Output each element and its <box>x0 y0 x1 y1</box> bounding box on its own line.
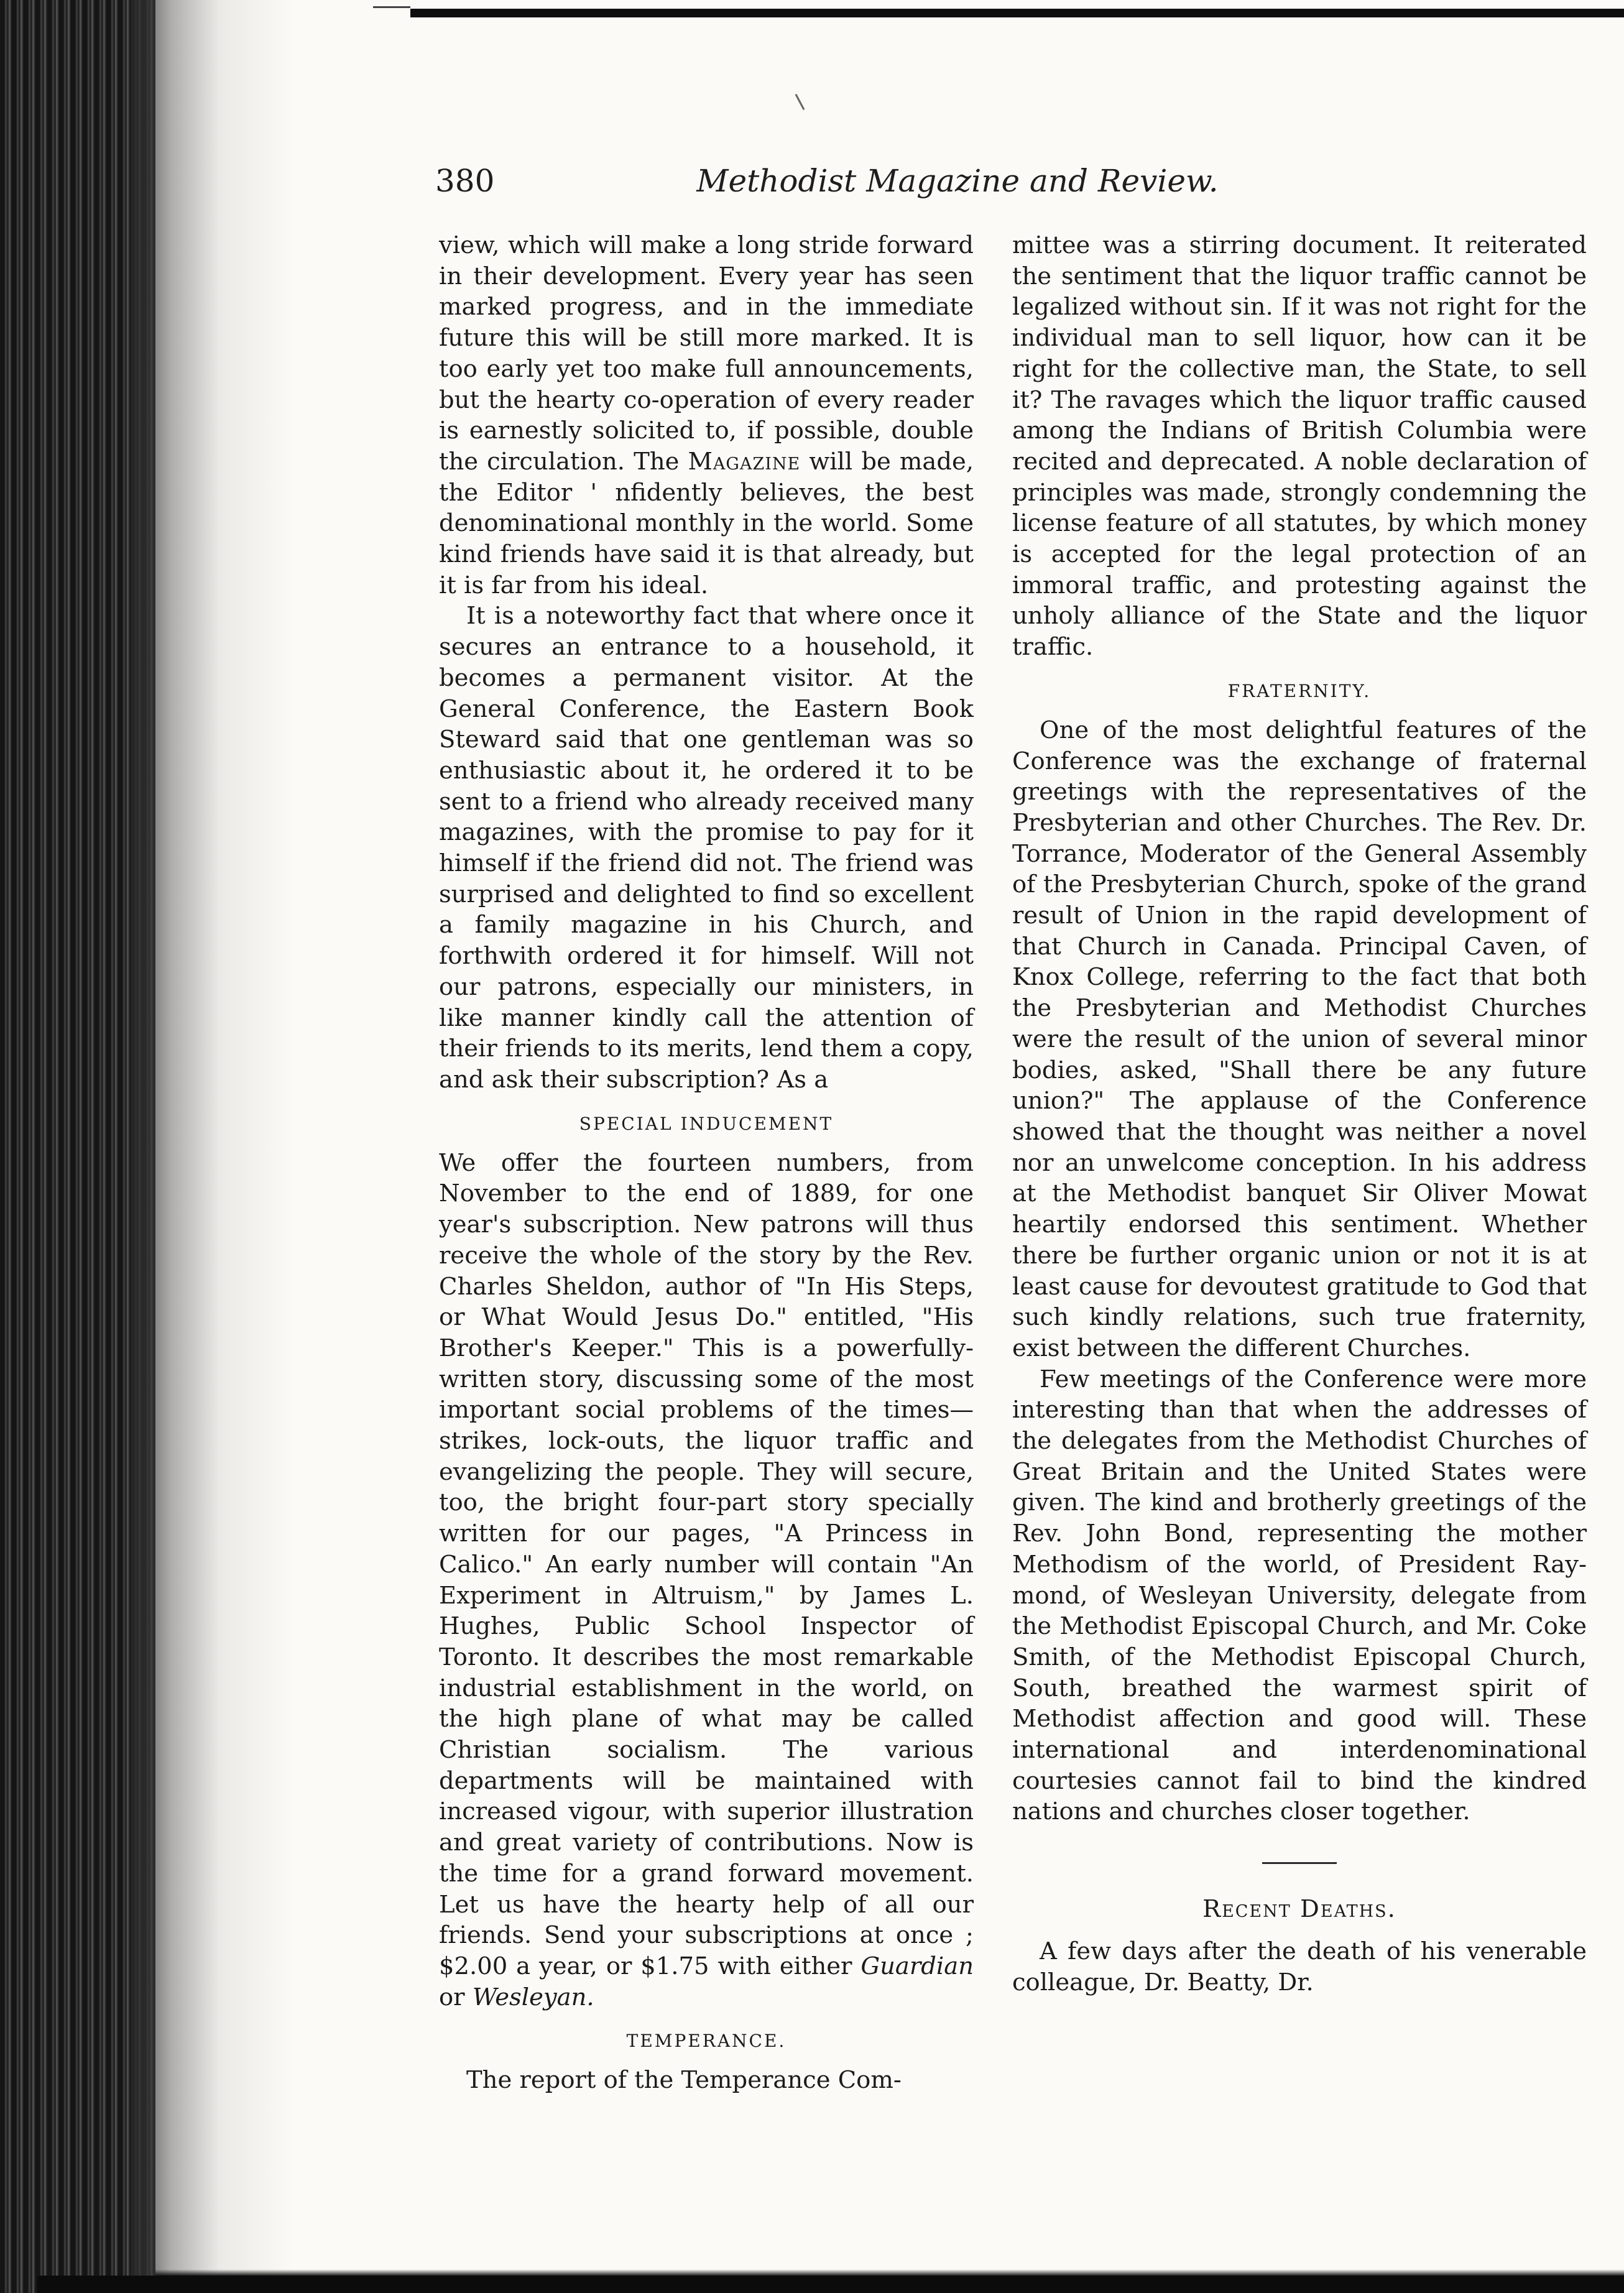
magazine-small-caps: Magazine <box>688 447 801 476</box>
page-header <box>435 163 1480 213</box>
paragraph: view, which will make a long stride forward in their development. Every year has seen marked progress, and in the immediate future this will be still more marked. It is too early yet too make full announcements, but the hearty co-operation of every reader is earnestly solicited to, if possible, double the circulation. The Magazine will be made, the Editor ' nfidently believes, the best denominational monthly in the world. Some kind friends have said it is that already, but it is far from his ideal. <box>439 231 974 599</box>
paragraph: It is a noteworthy fact that where once it secures an entrance to a household, it becomes a permanent visitor. At the General Conference, the Eastern Book Steward said that one gentleman was so enthusiastic about it, he ordered it to be sent to a friend who already received many magazines, with the promise to pay for it himself if the friend did not. The friend was surprised and delighted to find so excellent a family magazine in his Church, and forthwith ordered it for himself. Will not our patrons, especially our ministers, in like manner kindly call the attention of their friends to its merits, lend them a copy, and ask their subscription? As a <box>439 602 974 1094</box>
running-title: Methodist Magazine and Review. <box>696 163 1219 199</box>
top-rule-thin <box>373 6 410 8</box>
section-heading-special-inducement: SPECIAL INDUCEMENT <box>579 1113 834 1134</box>
paragraph: mittee was a stirring document. It reiterated the sentiment that the liquor traffic cannot be legalized without sin. If it was not right for the individual man to sell liquor, how can it be right for the collective man, the State, to sell it? The ravages which the liquor traffic caused among the Indians of British Columbia were recited and deprecated. A noble declaration of principles was made, strongly condemning the license feature of all statutes, by which money is accepted for the legal protection of an immoral traffic, and protesting against the unholy alliance of the State and the liquor traffic. <box>1012 231 1587 662</box>
left-column <box>439 230 974 2096</box>
scan-speck <box>795 94 805 110</box>
bottom-rule-shadow <box>155 2269 1624 2276</box>
section-heading-temperance: TEMPERANCE. <box>626 2031 787 2052</box>
page-number: 380 <box>435 163 495 199</box>
wesleyan-title: Wesleyan. <box>472 1983 594 2011</box>
gutter-shadow <box>131 0 292 2293</box>
right-column <box>1012 230 1587 1998</box>
paragraph: The report of the Temperance Com- <box>466 2066 902 2095</box>
guardian-title: Guardian <box>860 1952 974 1980</box>
section-divider <box>1262 1862 1337 1864</box>
paragraph: One of the most delightful features of the Conference was the exchange of fraternal greetings with the representatives of the Presbyterian and other Churches. The Rev. Dr. Torrance, Moderator of the General Assembly of the Presbyterian Church, spoke of the grand result of Union in the rapid development of that Church in Canada. Principal Caven, of Knox College, referring to the fact that both the Presbyterian and Methodist Churches were the result of the union of several minor bodies, asked, "Shall there be any future union?" The applause of the Conference showed that the thought was neither a novel nor an unwelcome conception. In his address at the Methodist banquet Sir Oliver Mowat heartily endorsed this sentiment. Whether there be further organic union or not it is at least cause for devoutest gratitude to God that such kindly relations, such true fraternity, exist between the different Churches. <box>1012 716 1587 1362</box>
section-heading-fraternity: FRATERNITY. <box>1227 680 1372 701</box>
paragraph: We offer the fourteen numbers, from November to the end of 1889, for one year's subscription. New patrons will thus receive the whole of the story by the Rev. Charles Sheldon, author of "In His Steps, or What Would Jesus Do." entitled, "His Brother's Keeper." This is a powerfully-written story, discussing some of the most important social problems of the times—strikes, lock-outs, the liquor traffic and evangelizing the people. They will secure, too, the bright four-part story specially written for our pages, "A Princess in Calico." An early number will contain "An Experiment in Altruism," by James L. Hughes, Public School Inspector of Toronto. It describes the most remarkable industrial establishment in the world, on the high plane of what may be called Christian socialism. The various departments will be maintained with increased vigour, with superior illustration and great variety of contributions. Now is the time for a grand forward movement. Let us have the hearty help of all our friends. Send your subscriptions at once ; $2.00 a year, or $1.75 with either Guardian or Wesleyan. <box>439 1148 974 2011</box>
paragraph: Few meetings of the Conference were more interesting than that when the addresses of the delegates from the Methodist Churches of Great Britain and the United States were given. The kind and brotherly greetings of the Rev. John Bond, representing the mother Methodism of the world, of President Raymond, of Wesleyan University, delegate from the Methodist Episcopal Church, and Mr. Coke Smith, of the Methodist Episcopal Church, South, breathed the warmest spirit of Methodist affection and good will. These international and interdenominational courtesies cannot fail to bind the kindred nations and churches closer together. <box>1012 1365 1587 1826</box>
bottom-rule <box>37 2276 1624 2293</box>
section-heading-recent-deaths: Recent Deaths. <box>1202 1895 1396 1924</box>
top-rule <box>410 9 1624 17</box>
paragraph: A few days after the death of his venerable colleague, Dr. Beatty, Dr. <box>1012 1937 1587 1996</box>
